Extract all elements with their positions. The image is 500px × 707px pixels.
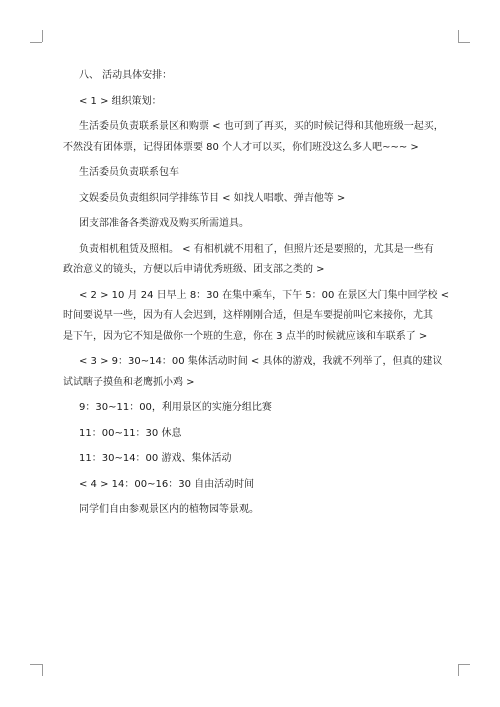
paragraph-games: 团支部准备各类游戏及购买所需道具。 — [79, 218, 249, 229]
paragraph-free-visit: 同学们自由参观景区内的植物园等景观。 — [79, 504, 259, 515]
schedule-item-2: 11：00~11：30 休息 — [79, 427, 182, 439]
paragraph-program: 文娱委员负责组织同学排练节目 < 如找人唱歌、弹吉他等 > — [79, 192, 346, 204]
section-heading: 八、 活动具体安排： — [79, 70, 173, 81]
document-body — [63, 66, 451, 526]
schedule-item-3: 11：30~14：00 游戏、集体活动 — [79, 453, 232, 464]
paragraph-camera-line-1: 负责相机租赁及照相。 < 有相机就不用租了，但照片还是要照的，尤其是一些有 — [79, 243, 434, 255]
paragraph-bus: 生活委员负责联系包车 — [79, 167, 179, 178]
subsection-2-line-2: 时间要说早一些，因为有人会迟到，这样刚刚合适，但是车要提前叫它来接你，尤其 — [63, 310, 433, 321]
subsection-2-line-1: < 2 > 10 月 24 日早上 8：30 在集中乘车，下午 5：00 在景区大门集中回学校 < — [79, 289, 450, 301]
subsection-3-line-1: < 3 > 9：30~14：00 集体活动时间 < 具体的游戏，我就不列举了，但真的建议 — [79, 356, 443, 367]
schedule-item-1: 9：30~11：00，利用景区的实施分组比赛 — [79, 402, 272, 413]
paragraph-ticket-line-1: 生活委员负责联系景区和购票 < 也可到了再买，买的时候记得和其他班级一起买， — [79, 121, 444, 132]
subsection-2-line-3: 是下午，因为它不知是做你一个班的生意，你在 3 点半的时候就应该和车联系了 > — [63, 330, 428, 342]
subsection-4-heading: < 4 > 14：00~16：30 自由活动时间 — [79, 478, 255, 490]
subsection-1-heading: < 1 > 组织策划： — [79, 95, 162, 107]
paragraph-camera-line-2: 政治意义的镜头，方便以后申请优秀班级、团支部之类的 > — [63, 264, 325, 275]
paragraph-ticket-line-2: 不然没有团体票，记得团体票要 80 个人才可以买，你们班没这么多人吧~~~ > — [63, 141, 419, 153]
subsection-3-line-2: 试试瞎子摸鱼和老鹰抓小鸡 > — [63, 376, 195, 388]
